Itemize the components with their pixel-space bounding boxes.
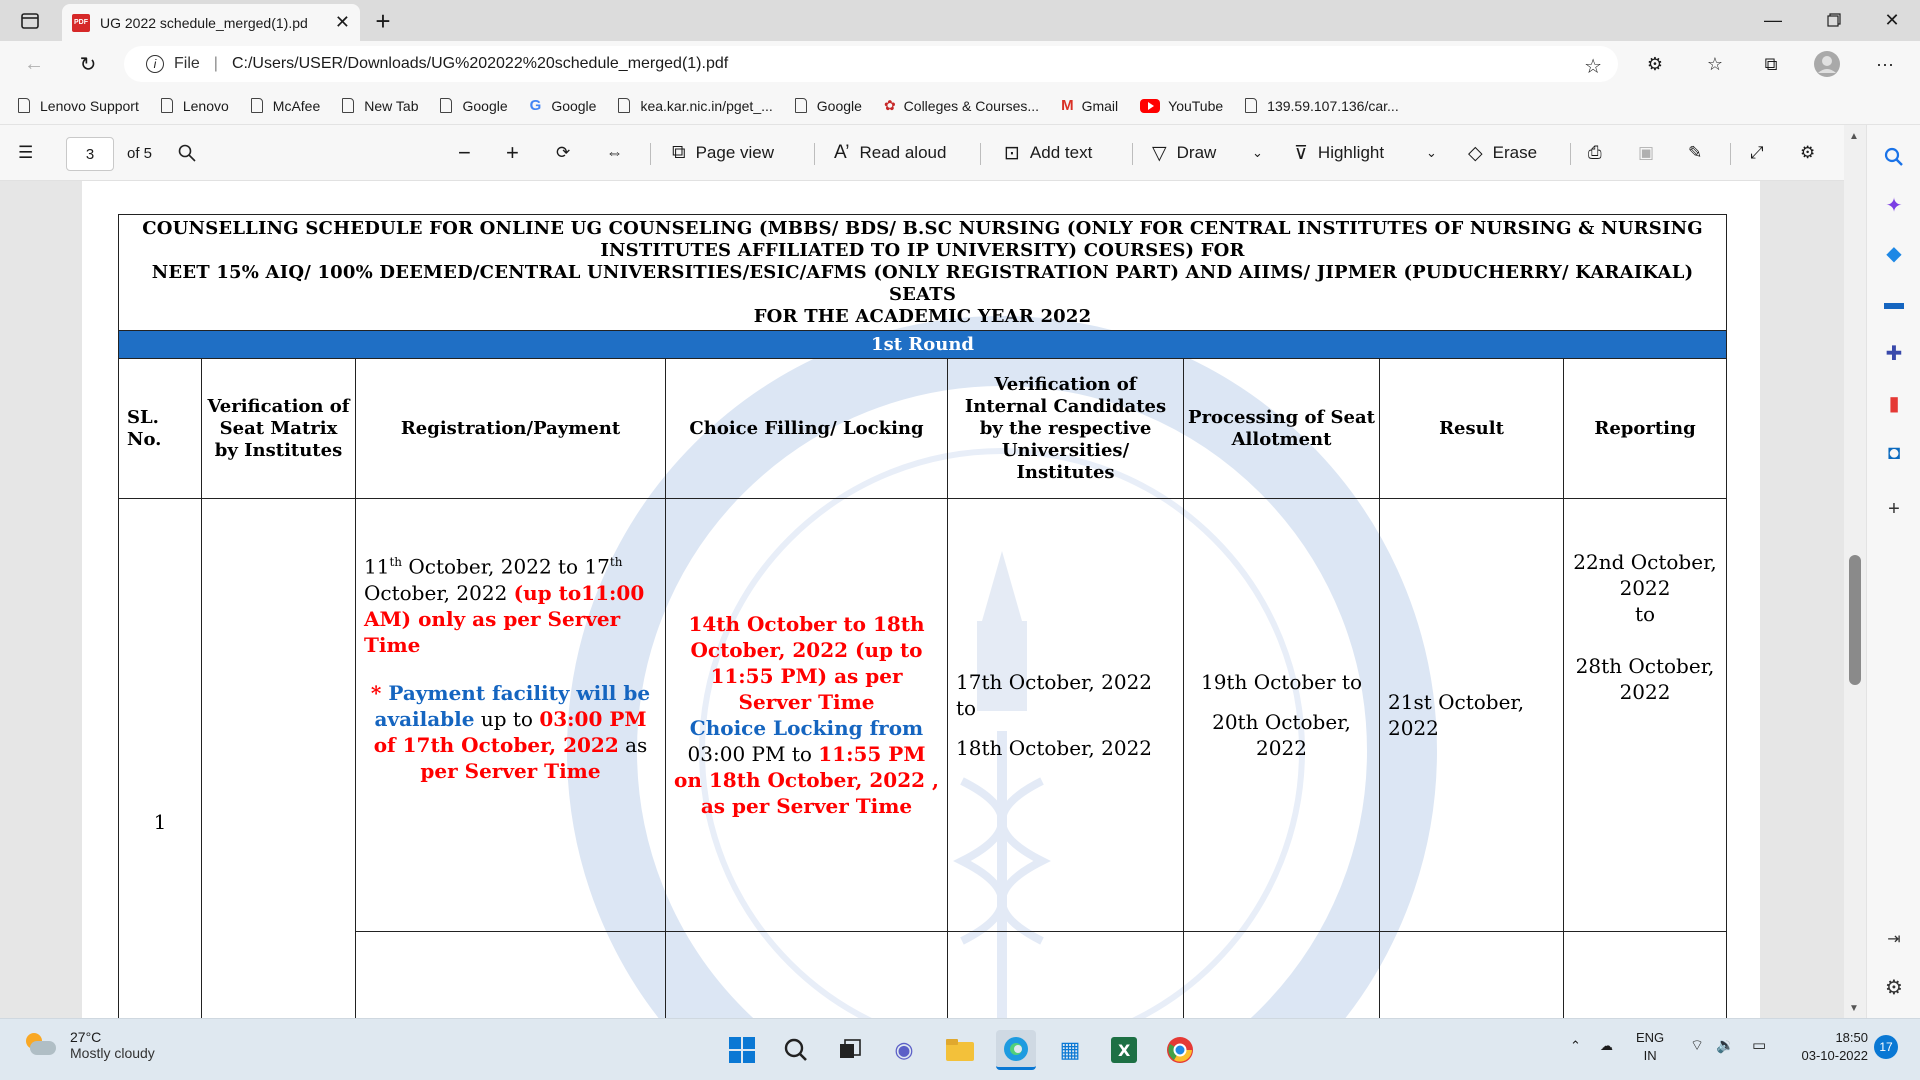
highlight-icon: ⊽: [1294, 142, 1308, 164]
extensions-icon[interactable]: ⚙: [1646, 53, 1664, 74]
favorites-icon[interactable]: ☆: [1706, 53, 1724, 74]
cell-sl-no: 1: [119, 499, 202, 1019]
payment-as-text: as: [618, 732, 648, 757]
page-icon: [795, 98, 807, 113]
bookmarks-bar: [0, 87, 1920, 125]
region-code: IN: [1643, 1048, 1657, 1063]
page-icon: [18, 98, 30, 113]
sidebar-office-icon[interactable]: ▮: [1888, 392, 1900, 415]
add-text-label: Add text: [1029, 143, 1093, 162]
sidebar-outlook-icon[interactable]: ◘: [1887, 441, 1901, 464]
round-banner: 1st Round: [119, 331, 1727, 359]
save-as-icon[interactable]: ✎: [1688, 143, 1703, 162]
erase-label: Erase: [1492, 143, 1538, 162]
verification-start: 17th October, 2022 to: [956, 670, 1153, 720]
toolbar-divider: [1570, 143, 1571, 165]
bookmark-lenovo[interactable]: [161, 98, 229, 114]
tab-strip: [0, 0, 1920, 41]
close-tab-icon[interactable]: ✕: [334, 12, 350, 32]
bookmark-label: Lenovo Support: [40, 97, 139, 114]
file-explorer-icon[interactable]: [940, 1030, 980, 1070]
back-icon[interactable]: ←: [24, 52, 44, 75]
toolbar-divider: [814, 143, 815, 165]
choice-locking-label: Choice Locking from: [689, 716, 924, 740]
temperature: 27°C: [70, 1029, 102, 1045]
address-bar[interactable]: [124, 46, 1618, 82]
header-verification-seat: Verification of Seat Matrix by Institutes: [202, 359, 356, 499]
bookmark-lenovo-support[interactable]: [18, 98, 139, 114]
toolbar-divider: [1730, 143, 1731, 165]
bookmark-ip[interactable]: [1245, 98, 1399, 114]
youtube-icon: [1140, 99, 1160, 113]
google-icon: G: [529, 97, 542, 114]
title-line: INSTITUTES AFFILIATED TO IP UNIVERSITY) COURSES) FOR: [600, 240, 1245, 261]
bookmark-label: New Tab: [364, 97, 419, 114]
address-row: [0, 41, 1920, 87]
tab-title: UG 2022 schedule_merged(1).pd: [100, 14, 308, 31]
reg-time-note: (up to11:00 AM) only as per Server Time: [364, 580, 645, 657]
eraser-icon: ◇: [1468, 142, 1483, 164]
reg-date-sup: th: [609, 555, 623, 569]
reg-date-sup: th: [389, 555, 403, 569]
address-url[interactable]: C:/Users/USER/Downloads/UG%202022%20schedule_merged(1).pdf: [231, 55, 729, 72]
bookmark-mcafee[interactable]: [251, 98, 320, 114]
title-line: COUNSELLING SCHEDULE FOR ONLINE UG COUNSELING (MBBS/ BDS/ B.SC NURSING (ONLY FOR CENTRAL INSTITUTES OF NURSING & NURSING: [142, 218, 1703, 239]
bookmark-new-tab[interactable]: [342, 98, 418, 114]
address-separator: |: [213, 55, 218, 72]
edge-browser-icon[interactable]: [996, 1030, 1036, 1070]
cell-verification-seat: [202, 499, 356, 1019]
bookmark-youtube[interactable]: [1140, 98, 1223, 114]
excel-icon[interactable]: [1104, 1030, 1144, 1070]
language-indicator[interactable]: [1636, 1029, 1664, 1065]
choice-locking-time: [674, 741, 939, 819]
toolbar-divider: [1132, 143, 1133, 165]
reporting-end: 28th October, 2022: [1575, 654, 1715, 704]
sidebar-tools-icon[interactable]: ▬: [1884, 291, 1904, 314]
header-registration: Registration/Payment: [356, 359, 666, 499]
header-verification-internal: Verification of Internal Candidates by the respective Universities/ Institutes: [948, 359, 1184, 499]
zoom-out-icon[interactable]: −: [458, 140, 471, 165]
info-icon[interactable]: i: [146, 55, 164, 73]
cell-result: 21st October, 2022: [1380, 499, 1564, 932]
schedule-table: [118, 214, 1727, 1018]
teams-chat-icon[interactable]: ◉: [894, 1037, 914, 1062]
days-reporting: [1564, 932, 1727, 1019]
cloudy-weather-icon: [22, 1033, 56, 1057]
verification-end: 18th October, 2022: [956, 736, 1153, 760]
header-reporting: Reporting: [1564, 359, 1727, 499]
choice-filling-dates: 14th October to 18th October, 2022 (up to 11:55 PM) as per Server Time: [688, 612, 925, 714]
clock-date: 03-10-2022: [1801, 1048, 1868, 1063]
days-registration: [356, 932, 666, 1019]
toolbar-divider: [650, 143, 651, 165]
bookmark-label: McAfee: [272, 97, 321, 114]
choice-locking-end: 11:55 PM on 18th October, 2022 , as per Server Time: [674, 742, 939, 818]
search-icon[interactable]: [178, 125, 196, 181]
reg-date-text: 11: [364, 554, 390, 579]
contents-icon[interactable]: ☰: [18, 143, 34, 162]
file-scheme-label: File: [174, 55, 200, 72]
battery-icon[interactable]: ▭: [1752, 1037, 1767, 1054]
close-window-icon[interactable]: ✕: [1884, 9, 1900, 30]
collections-icon[interactable]: ⧉: [1764, 53, 1778, 74]
fullscreen-icon[interactable]: ⤢: [1750, 143, 1764, 162]
reg-date-text: October, 2022: [364, 580, 514, 605]
header-result: Result: [1380, 359, 1564, 499]
page-icon: [1245, 98, 1257, 113]
pdf-toolbar: [0, 125, 1866, 181]
colleges-icon: ✿: [883, 97, 896, 113]
vertical-scrollbar[interactable]: [1844, 125, 1866, 1018]
edge-sidebar: [1866, 125, 1920, 1018]
page-icon: [440, 98, 452, 113]
draw-icon: ▽: [1152, 142, 1167, 164]
scroll-up-icon[interactable]: ▲: [1849, 131, 1859, 142]
more-menu-icon[interactable]: ···: [1876, 53, 1894, 74]
reporting-start: 22nd October, 2022: [1573, 550, 1717, 600]
fit-width-icon[interactable]: ⇔: [606, 143, 623, 162]
bookmark-label: Google: [551, 97, 597, 114]
bookmark-label: Colleges & Courses...: [903, 97, 1040, 114]
scrollbar-thumb[interactable]: [1849, 555, 1861, 685]
bookmark-colleges[interactable]: [884, 97, 1039, 114]
read-aloud-button[interactable]: [834, 125, 946, 181]
choice-locking-start: 03:00 PM to: [687, 742, 819, 766]
sidebar-discover-icon[interactable]: ✦: [1885, 194, 1903, 217]
processing-start: 19th October to: [1200, 670, 1363, 694]
scroll-down-icon[interactable]: ▼: [1849, 1003, 1859, 1014]
bookmark-gmail[interactable]: [1061, 97, 1118, 114]
bookmark-label: YouTube: [1168, 97, 1224, 114]
weather-condition: Mostly cloudy: [70, 1045, 155, 1061]
language-code: ENG: [1636, 1030, 1665, 1045]
registration-dates: [364, 549, 657, 658]
bookmark-label: Google: [816, 97, 862, 114]
sidebar-settings-icon[interactable]: ⚙: [1885, 976, 1903, 999]
payment-upto-text: up to: [474, 706, 540, 731]
highlight-button[interactable]: [1294, 125, 1384, 181]
page-total: of 5: [127, 144, 153, 162]
read-aloud-icon: A’: [834, 142, 850, 163]
title-line: NEET 15% AIQ/ 100% DEEMED/CENTRAL UNIVERSITIES/ESIC/AFMS (ONLY REGISTRATION PART) AND AIIMS/ JIPMER (PUDUCHERRY/ KARAIKAL) SEATS: [151, 262, 1694, 305]
store-icon[interactable]: ▦: [1059, 1037, 1081, 1062]
bookmark-label: Gmail: [1081, 97, 1119, 114]
read-aloud-label: Read aloud: [859, 143, 947, 162]
page-icon: [161, 98, 173, 113]
add-favorite-icon[interactable]: ☆: [1584, 56, 1602, 78]
toolbar-divider: [980, 143, 981, 165]
bookmark-label: 139.59.107.136/car...: [1267, 97, 1399, 114]
task-view-icon[interactable]: [830, 1030, 870, 1070]
show-hidden-icons-icon[interactable]: ⌃: [1570, 1038, 1581, 1053]
add-text-button[interactable]: [1004, 125, 1092, 181]
page-number-input[interactable]: 3: [66, 137, 114, 171]
svg-text:X: X: [1118, 1041, 1131, 1060]
gmail-icon: M: [1061, 97, 1074, 114]
schedule-title: [119, 215, 1727, 331]
payment-server-time: per Server Time: [420, 758, 601, 783]
bookmark-kea[interactable]: [618, 98, 772, 114]
sidebar-search-icon[interactable]: [1880, 143, 1908, 171]
header-choice-filling: Choice Filling/ Locking: [666, 359, 948, 499]
days-verification: [948, 932, 1184, 1019]
bookmark-label: Google: [462, 97, 508, 114]
windows-taskbar: [0, 1018, 1920, 1080]
refresh-icon[interactable]: ↻: [79, 53, 97, 76]
weather-widget[interactable]: [22, 1029, 155, 1061]
reporting-to: to: [1635, 602, 1656, 626]
cell-registration: [356, 499, 666, 932]
zoom-in-icon[interactable]: +: [506, 140, 519, 165]
sidebar-collapse-icon[interactable]: ⇥: [1887, 931, 1901, 948]
sidebar-shopping-icon[interactable]: ◆: [1886, 242, 1902, 265]
chrome-icon[interactable]: [1160, 1030, 1200, 1070]
tab-actions-icon[interactable]: [16, 8, 44, 34]
clock[interactable]: [1788, 1029, 1868, 1065]
onedrive-icon[interactable]: ☁: [1600, 1038, 1613, 1053]
volume-icon[interactable]: 🔉: [1716, 1037, 1735, 1054]
pdf-page: [82, 181, 1760, 1018]
cell-reporting: [1564, 499, 1727, 932]
save-icon[interactable]: ▣: [1638, 143, 1655, 162]
page-view-icon: ⧉: [672, 142, 686, 163]
print-icon[interactable]: ⎙: [1588, 143, 1602, 162]
bookmark-google-3[interactable]: [795, 98, 862, 114]
days-choice: [666, 932, 948, 1019]
bookmark-google-2[interactable]: [530, 97, 597, 114]
draw-chevron-down-icon[interactable]: ⌄: [1252, 145, 1263, 160]
pdf-settings-icon[interactable]: ⚙: [1800, 143, 1816, 162]
new-tab-button[interactable]: +: [375, 5, 391, 36]
add-text-icon: ⊡: [1004, 142, 1020, 164]
pdf-file-icon: PDF: [72, 14, 90, 32]
browser-tab[interactable]: [62, 4, 360, 41]
draw-label: Draw: [1176, 143, 1217, 162]
pdf-viewport[interactable]: [0, 181, 1866, 1018]
bookmark-label: kea.kar.nic.in/pget_...: [640, 97, 773, 114]
days-processing: [1184, 932, 1380, 1019]
bookmark-google-1[interactable]: [440, 98, 507, 114]
erase-button[interactable]: [1468, 125, 1537, 181]
windows-start-icon[interactable]: [722, 1030, 762, 1070]
clock-time: 18:50: [1835, 1030, 1868, 1045]
minimize-icon[interactable]: —: [1764, 9, 1782, 30]
cell-verification-internal: [948, 499, 1184, 932]
sidebar-add-icon[interactable]: +: [1888, 497, 1900, 520]
highlight-chevron-down-icon[interactable]: ⌄: [1426, 145, 1437, 160]
days-result: [1380, 932, 1564, 1019]
reg-date-text: October, 2022 to 17: [402, 554, 610, 579]
sidebar-games-icon[interactable]: ✚: [1885, 342, 1903, 365]
page-icon: [618, 98, 630, 113]
payment-note: [364, 680, 657, 784]
rotate-icon[interactable]: ⟳: [556, 143, 571, 162]
draw-button[interactable]: [1152, 125, 1216, 181]
page-icon: [251, 98, 263, 113]
page-view-label: Page view: [695, 143, 775, 162]
processing-end: 20th October, 2022: [1212, 710, 1351, 760]
payment-star: *: [370, 680, 389, 705]
wifi-icon[interactable]: ⌔: [1690, 1037, 1705, 1054]
cell-processing: [1184, 499, 1380, 932]
bookmark-label: Lenovo: [182, 97, 229, 114]
payment-deadline: 03:00 PM of 17th October, 2022: [373, 706, 647, 757]
page-icon: [342, 98, 354, 113]
title-line: FOR THE ACADEMIC YEAR 2022: [753, 306, 1092, 327]
payment-facility-text: Payment facility will be available: [374, 680, 651, 731]
header-sl-no: SL. No.: [119, 359, 202, 499]
taskbar-search-icon[interactable]: [776, 1030, 816, 1070]
cell-choice-filling: [666, 499, 948, 932]
notification-badge[interactable]: 17: [1874, 1035, 1898, 1059]
profile-avatar[interactable]: [1812, 49, 1842, 79]
highlight-label: Highlight: [1317, 143, 1385, 162]
header-processing: Processing of Seat Allotment: [1184, 359, 1380, 499]
restore-icon[interactable]: [1811, 4, 1857, 36]
page-view-button[interactable]: [672, 125, 774, 181]
